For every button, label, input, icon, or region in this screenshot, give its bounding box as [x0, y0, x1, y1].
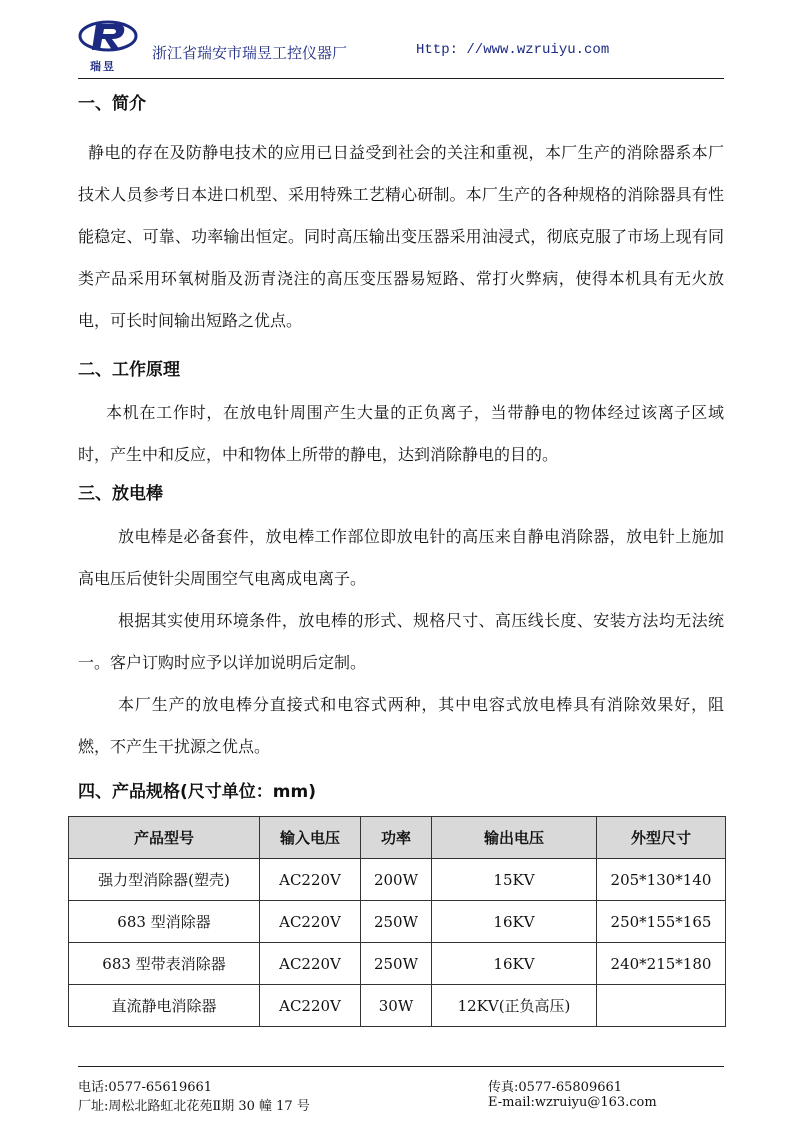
cell-power: 250W: [361, 901, 432, 943]
company-name: 浙江省瑞安市瑞昱工控仪器厂: [152, 44, 348, 62]
footer-divider: [78, 1066, 724, 1067]
header-power: 功率: [361, 817, 432, 859]
header-input-voltage: 输入电压: [260, 817, 361, 859]
table-row: [69, 985, 726, 1027]
section-title-specs: 四、产品规格(尺寸单位：mm): [78, 782, 316, 802]
header-dimensions: 外型尺寸: [597, 817, 726, 859]
section-title-intro: 一、简介: [78, 94, 146, 114]
principle-paragraph: 本机在工作时，在放电针周围产生大量的正负离子，当带静电的物体经过该离子区域时，产生中和反应，中和物体上所带的静电，达到消除静电的目的。: [78, 403, 724, 464]
cell-power: 250W: [361, 943, 432, 985]
document-body: [78, 90, 724, 1027]
cell-dimensions: 205*130*140: [597, 859, 726, 901]
header-model: 产品型号: [69, 817, 260, 859]
spec-table-header-row: [69, 817, 726, 859]
cell-model: 直流静电消除器: [69, 985, 260, 1027]
cell-power: 200W: [361, 859, 432, 901]
footer-email[interactable]: E-mail:wzruiyu@163.com: [488, 1095, 657, 1110]
cell-input-voltage: AC220V: [260, 901, 361, 943]
section-title-discharge-rod: 三、放电棒: [78, 484, 163, 504]
website-link[interactable]: Http: //www.wzruiyu.com: [416, 42, 610, 58]
cell-model: 683 型带表消除器: [69, 943, 260, 985]
discharge-rod-paragraph-1: 放电棒是必备套件，放电棒工作部位即放电针的高压来自静电消除器，放电针上施加高电压后使针尖周围空气电离成电离子。: [78, 527, 724, 588]
cell-input-voltage: AC220V: [260, 985, 361, 1027]
cell-dimensions: 250*155*165: [597, 901, 726, 943]
page-header: [78, 12, 724, 76]
section-title-principle: 二、工作原理: [78, 360, 180, 380]
spec-table: [68, 816, 726, 1027]
footer-address: 厂址:周松北路虹北花苑Ⅱ期 30 幢 17 号: [78, 1099, 310, 1114]
intro-paragraph: 静电的存在及防静电技术的应用已日益受到社会的关注和重视，本厂生产的消除器系本厂技术人员参考日本进口机型、采用特殊工艺精心研制。本厂生产的各种规格的消除器具有性能稳定、可靠、功率输出恒定。同时高压输出变压器采用油浸式，彻底克服了市场上现有同类产品采用环氧树脂及沥青浇注的高压变压器易短路、常打火弊病，使得本机具有无火放电，可长时间输出短路之优点。: [78, 143, 724, 330]
table-row: [69, 901, 726, 943]
cell-power: 30W: [361, 985, 432, 1027]
cell-dimensions: 240*215*180: [597, 943, 726, 985]
cell-output-voltage: 16KV: [432, 943, 597, 985]
cell-input-voltage: AC220V: [260, 943, 361, 985]
cell-model: 683 型消除器: [69, 901, 260, 943]
discharge-rod-paragraph-3: 本厂生产的放电棒分直接式和电容式两种，其中电容式放电棒具有消除效果好，阻燃，不产生干扰源之优点。: [78, 695, 724, 756]
footer-phone: 电话:0577-65619661: [78, 1080, 213, 1095]
cell-output-voltage: 16KV: [432, 901, 597, 943]
discharge-rod-paragraph-2: 根据其实使用环境条件，放电棒的形式、规格尺寸、高压线长度、安装方法均无法统一。客户订购时应予以详加说明后定制。: [78, 611, 724, 672]
cell-output-voltage: 15KV: [432, 859, 597, 901]
cell-input-voltage: AC220V: [260, 859, 361, 901]
logo-text: 瑞昱: [90, 60, 116, 73]
header-output-voltage: 输出电压: [432, 817, 597, 859]
table-row: [69, 943, 726, 985]
cell-model: 强力型消除器(塑壳): [69, 859, 260, 901]
footer-fax: 传真:0577-65809661: [488, 1080, 623, 1095]
cell-dimensions: [597, 985, 726, 1027]
header-divider: [78, 78, 724, 79]
table-row: [69, 859, 726, 901]
cell-output-voltage: 12KV(正负高压): [432, 985, 597, 1027]
